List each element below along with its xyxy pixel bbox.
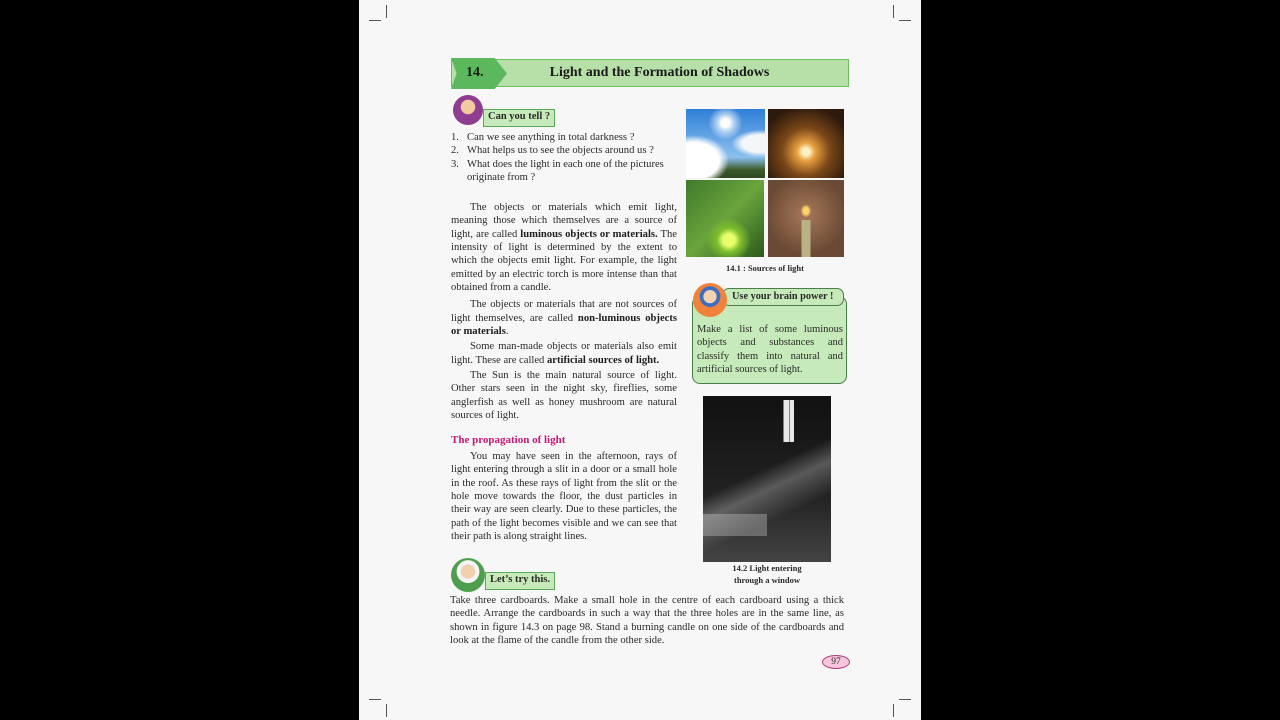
paragraph-non-luminous: [451, 298, 677, 338]
can-you-tell-label: Can you tell ?: [483, 109, 555, 127]
boy-avatar-icon: [453, 95, 483, 125]
light-bulb-image: [768, 109, 844, 178]
question-number: 2.: [451, 145, 459, 157]
question-item: [451, 144, 681, 157]
figure-14-2-caption: [703, 563, 831, 586]
text: The intensity of light is determined by the extent to which the objects emit light. For example, the light emitted by an electric torch is more intense than that obtained from a candle.: [451, 228, 677, 294]
text: Some man-made objects or materials also emit light. These are called: [451, 341, 677, 366]
crop-mark: [893, 5, 894, 18]
crop-mark: [893, 704, 894, 717]
caption-line: through a window: [734, 574, 800, 585]
text: The objects or materials which emit light, meaning those which themselves are a source of light, are called: [451, 202, 677, 240]
question-item: [451, 158, 681, 185]
paragraph-natural: The Sun is the main natural source of light. Other stars seen in the night sky, fireflies, some anglerfish as well as honey mushroom are natural sources of light.: [451, 370, 677, 422]
question-list: [451, 131, 681, 184]
window-light-image: [703, 396, 831, 562]
paragraph-artificial: [451, 340, 677, 367]
crop-mark: [899, 20, 911, 21]
crop-mark: [899, 699, 911, 700]
text: .: [505, 326, 509, 338]
brain-power-text: Make a list of some luminous objects and substances and classify them into natural and artificial sources of light.: [697, 324, 843, 376]
page-number: 97: [822, 655, 850, 669]
term-artificial: artificial sources of light.: [547, 354, 660, 366]
chapter-title: Light and the Formation of Shadows: [549, 65, 770, 80]
term-non-luminous: non-luminous objects or materials: [451, 312, 677, 338]
question-number: 3.: [451, 158, 459, 170]
crop-mark: [369, 20, 381, 21]
question-text: What does the light in each one of the pictures originate from ?: [467, 158, 664, 184]
crop-mark: [386, 5, 387, 18]
scientist-avatar-icon: [451, 558, 485, 592]
girl-avatar-icon: [693, 283, 727, 317]
caption-line: 14.2 Light entering: [732, 563, 802, 573]
brain-power-label: Use your brain power !: [722, 288, 844, 306]
lets-try-text: Take three cardboards. Make a small hole in the centre of each cardboard using a thick needle. Arrange the cardboards in such a way that the three holes are in the same line, as shown in figure 14.3 on page 98. Stand a burning candle on one side of the cardboards and look at the flame of the candle from the other side.: [450, 595, 844, 647]
body-text: [451, 201, 677, 423]
crop-mark: [369, 699, 381, 700]
question-item: [451, 131, 681, 144]
question-text: What helps us to see the objects around us ?: [467, 145, 654, 157]
firefly-image: [686, 180, 764, 257]
question-number: 1.: [451, 132, 459, 143]
question-text: Can we see anything in total darkness ?: [467, 132, 635, 143]
candle-image: [768, 180, 844, 257]
crop-mark: [386, 704, 387, 717]
lets-try-label: Let’s try this.: [485, 572, 555, 590]
paragraph-luminous: [451, 201, 677, 294]
sun-sky-image: [686, 109, 765, 178]
paragraph-propagation: You may have seen in the afternoon, rays of light entering through a slit in a door or a small hole in the roof. As these rays of light from the slit or the hole move towards the floor, the dust particles in their way are seen clearly. Due to these particles, the path of the light becomes visible and we can see that their path is along straight lines.: [451, 451, 677, 543]
term-luminous: luminous objects or materials.: [520, 228, 658, 240]
section-heading-propagation: The propagation of light: [451, 434, 566, 446]
chapter-number: 14.: [466, 65, 484, 80]
figure-14-1-caption: 14.1 : Sources of light: [726, 263, 804, 273]
text: The objects or materials that are not sources of light themselves, are called: [451, 299, 677, 324]
